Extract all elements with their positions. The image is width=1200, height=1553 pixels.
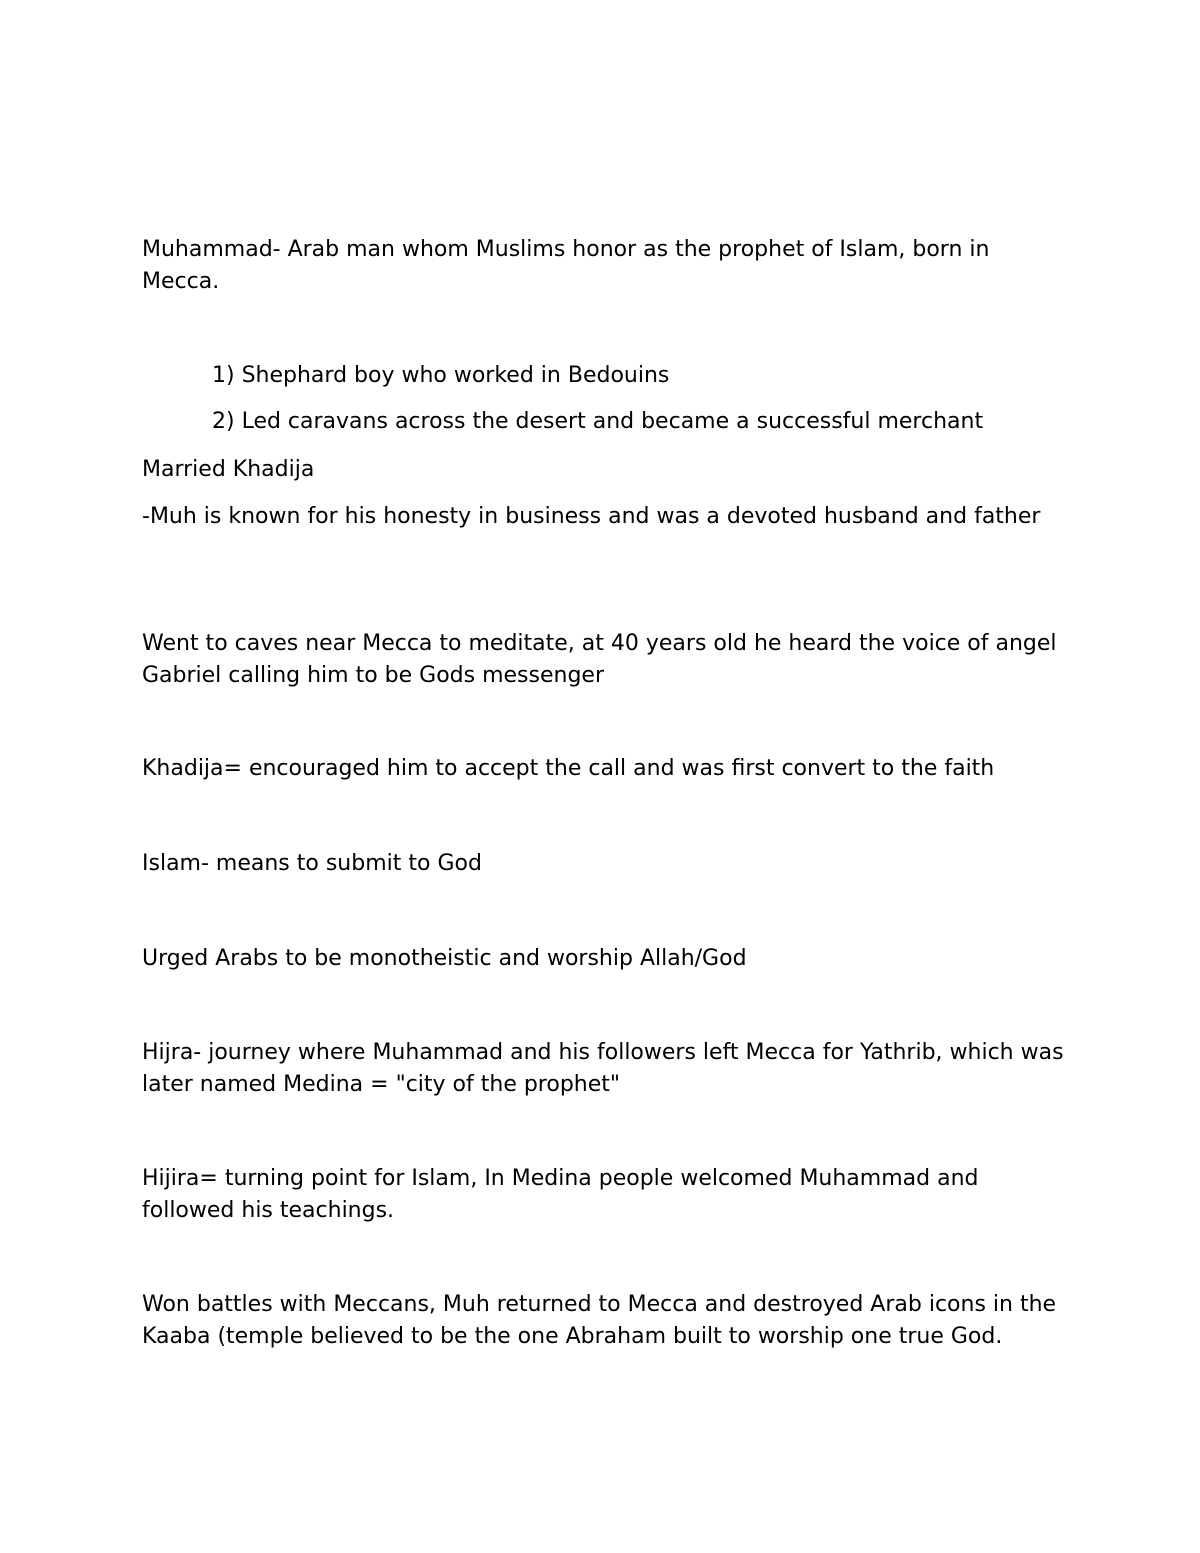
paragraph-battles-kaaba: Won battles with Meccans, Muh returned to Mecca and destroyed Arab icons in the Kaaba (temple believed to be the one Abraham built to worship one true God. [142,1292,1057,1349]
paragraph-khadija-convert: Khadija= encouraged him to accept the call and was first convert to the faith [142,756,995,781]
paragraph-islam-meaning: Islam- means to submit to God [142,851,482,876]
paragraph-monotheism: Urged Arabs to be monotheistic and worship Allah/God [142,946,747,971]
list-item-1: 1) Shephard boy who worked in Bedouins [212,363,670,388]
paragraph-hijira-turning-point: Hijira= turning point for Islam, In Medina people welcomed Muhammad and followed his teachings. [142,1166,979,1223]
list-item-2: 2) Led caravans across the desert and became a successful merchant [212,409,984,434]
paragraph-muhammad: Muhammad- Arab man whom Muslims honor as the prophet of Islam, born in Mecca. [142,237,990,294]
paragraph-honesty: -Muh is known for his honesty in business and was a devoted husband and father [142,504,1041,529]
paragraph-hijra: Hijra- journey where Muhammad and his followers left Mecca for Yathrib, which was later named Medina = "city of the prophet" [142,1040,1064,1097]
paragraph-married-khadija: Married Khadija [142,457,315,482]
paragraph-caves: Went to caves near Mecca to meditate, at 40 years old he heard the voice of angel Gabriel calling him to be Gods messenger [142,631,1057,688]
